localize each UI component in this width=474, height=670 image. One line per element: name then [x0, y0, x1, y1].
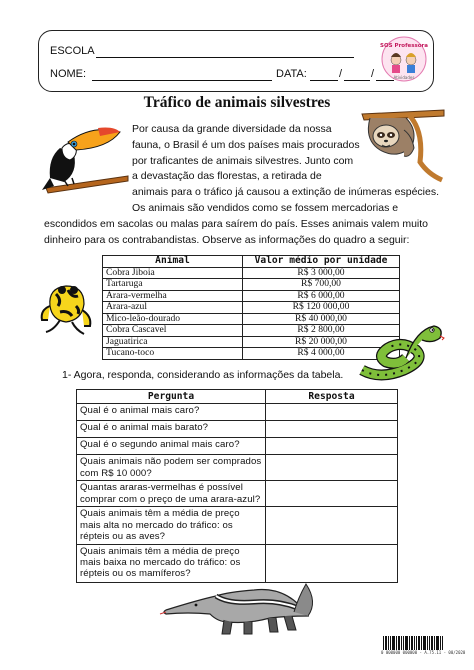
paragraph-line: dinheiro para os contrabandistas. Observe as informações do quadro a seguir: [44, 234, 410, 246]
animal-name: Tartaruga [103, 279, 243, 291]
question-text: Quais animais têm a média de preço mais baixa no mercado do tráfico: os répteis ou os mamíferos? [77, 544, 266, 582]
table-row [103, 290, 400, 302]
question-text: Qual é o segundo animal mais caro? [77, 438, 266, 455]
toucan-illustration [38, 118, 130, 194]
column-header-question: Pergunta [77, 390, 266, 404]
date-separator: / [371, 68, 375, 80]
paragraph-line: animais para o tráfico já causou a extinção de inúmeras espécies. [132, 186, 440, 198]
answer-cell[interactable] [266, 481, 398, 507]
date-separator: / [339, 68, 343, 80]
table-row [103, 279, 400, 291]
sloth-illustration [360, 100, 444, 184]
table-row [77, 507, 398, 544]
answer-cell[interactable] [266, 455, 398, 481]
paragraph-line: a devastação das florestas, a retirada de [132, 170, 322, 182]
answer-cell[interactable] [266, 544, 398, 582]
sos-professora-logo [378, 35, 430, 83]
table-row [103, 325, 400, 337]
paragraph-line: escondidos em sacolas ou malas para saírem do país. Esses animais valem muito [44, 218, 429, 230]
escola-label: ESCOLA [50, 45, 95, 57]
table-header-row [77, 390, 398, 404]
data-label: DATA: [276, 68, 307, 80]
table-row [77, 481, 398, 507]
column-header-animal: Animal [103, 256, 243, 268]
paragraph-line: fauna, o Brasil é um dos países mais procurados [132, 139, 360, 151]
animal-price: R$ 40 000,00 [243, 313, 400, 325]
svg-text:SOS Professora: SOS Professora [380, 43, 428, 49]
question-text: Quais animais não podem ser comprados com R$ 10 000? [77, 455, 266, 481]
animal-price: R$ 120 000,00 [243, 302, 400, 314]
answer-cell[interactable] [266, 404, 398, 421]
table-row [77, 404, 398, 421]
question-text: Qual é o animal mais barato? [77, 421, 266, 438]
frog-illustration [38, 276, 98, 338]
nome-label: NOME: [50, 68, 87, 80]
table-row [103, 267, 400, 279]
barcode [383, 636, 443, 650]
animal-name: Cobra Jiboia [103, 267, 243, 279]
table-row [77, 544, 398, 582]
column-header-answer: Resposta [266, 390, 398, 404]
animal-price: R$ 20 000,00 [243, 336, 400, 348]
date-day-line[interactable] [310, 80, 338, 81]
date-month-line[interactable] [344, 80, 370, 81]
question-text: Quais animais têm a média de preço mais alta no mercado do tráfico: os répteis ou as aves? [77, 507, 266, 544]
animal-name: Jaguatirica [103, 336, 243, 348]
table-row [77, 455, 398, 481]
nome-line[interactable] [92, 80, 272, 81]
answer-cell[interactable] [266, 421, 398, 438]
table-row [77, 421, 398, 438]
paragraph-line: por traficantes de animais silvestres. Junto com [132, 155, 354, 167]
animal-price: R$ 2 800,00 [243, 325, 400, 337]
table-row [103, 348, 400, 360]
table-row [103, 302, 400, 314]
page-title: Tráfico de animais silvestres [143, 94, 331, 111]
snake-illustration [356, 316, 444, 380]
barcode-number: 0 000000 000000 - A.75.11 - 00/2020 [381, 650, 466, 655]
answer-cell[interactable] [266, 438, 398, 455]
animal-price: R$ 4 000,00 [243, 348, 400, 360]
column-header-value: Valor médio por unidade [243, 256, 400, 268]
paragraph-line: Os animais são vendidos como se fossem mercadorias e [132, 202, 399, 214]
table-row [77, 438, 398, 455]
animal-name: Tucano-toco [103, 348, 243, 360]
animal-price: R$ 3 000,00 [243, 267, 400, 279]
animal-price: R$ 6 000,00 [243, 290, 400, 302]
answer-table [76, 389, 398, 583]
animal-name: Arara-vermelha [103, 290, 243, 302]
question-text: Qual é o animal mais caro? [77, 404, 266, 421]
animal-price: R$ 700,00 [243, 279, 400, 291]
student-info-box [38, 30, 434, 92]
answer-cell[interactable] [266, 507, 398, 544]
escola-line[interactable] [96, 57, 354, 58]
animal-name: Arara-azul [103, 302, 243, 314]
anteater-illustration [158, 578, 320, 636]
animal-name: Cobra Cascavel [103, 325, 243, 337]
svg-text:Atividades: Atividades [393, 75, 415, 80]
table-row [103, 336, 400, 348]
question-text: Quantas araras-vermelhas é possível comprar com o preço de uma arara-azul? [77, 481, 266, 507]
paragraph-line: Por causa da grande diversidade da nossa [132, 123, 332, 135]
table-row [103, 313, 400, 325]
table-header-row [103, 256, 400, 268]
animal-name: Mico-leão-dourado [103, 313, 243, 325]
question-1-prompt: 1- Agora, responda, considerando as informações da tabela. [62, 369, 344, 381]
